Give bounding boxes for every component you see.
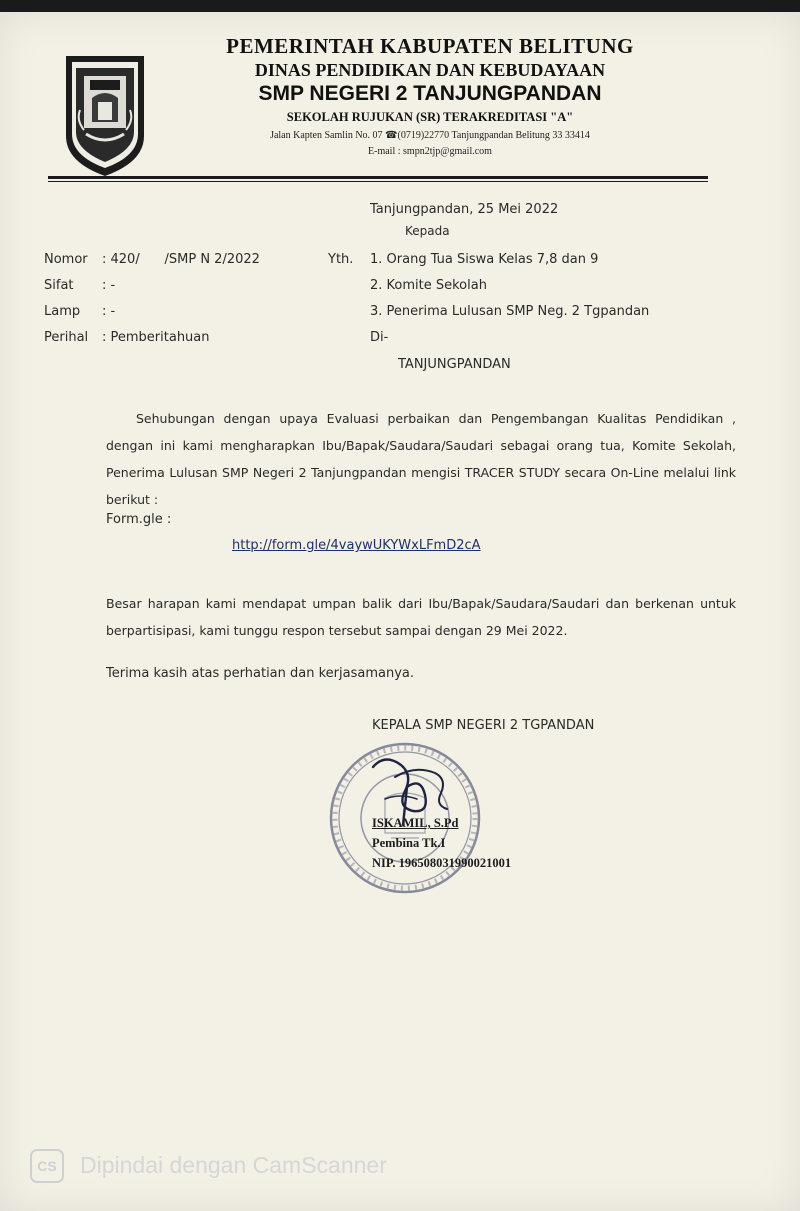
signature-title: KEPALA SMP NEGERI 2 TGPANDAN — [372, 718, 595, 733]
camscanner-watermark: Dipindai dengan CamScanner — [80, 1152, 387, 1178]
di-label: Di- — [370, 330, 389, 345]
nomor-value: : 420/ /SMP N 2/2022 — [102, 252, 260, 267]
sifat-label: Sifat — [44, 278, 74, 293]
kepada-label: Kepada — [405, 224, 450, 238]
closing-line: Terima kasih atas perhatian dan kerjasamanya. — [106, 666, 415, 681]
camscanner-logo-icon: CS — [30, 1149, 64, 1183]
header-rule-thin — [48, 181, 708, 182]
signatory-nip: NIP. 196508031990021001 — [372, 856, 512, 870]
letterhead-agency: DINAS PENDIDIKAN DAN KEBUDAYAAN — [254, 60, 606, 80]
header-rule — [48, 176, 708, 179]
signatory-rank: Pembina Tk.I — [372, 836, 446, 850]
perihal-value: : Pemberitahuan — [102, 330, 210, 345]
recipient-item: 2. Komite Sekolah — [370, 278, 487, 293]
tracer-study-link[interactable]: http://form.gle/4vaywUKYWxLFmD2cA — [232, 538, 481, 553]
nomor-label: Nomor — [44, 252, 88, 267]
body-paragraph-1: Sehubungan dengan upaya Evaluasi perbaikan dan Pengembangan Kualitas Pendidikan , dengan ini kami mengharapkan Ibu/Bapak/Saudara/Saudari sebagai orang tua, Komite Sekolah, Penerima Lulusan SMP Negeri 2 Tanjungpandan mengisi TRACER STUDY secara On-Line melalui link berikut : — [106, 411, 736, 507]
letterhead-email: E-mail : smpn2tjp@gmail.com — [368, 146, 492, 157]
place-date: Tanjungpandan, 25 Mei 2022 — [370, 202, 559, 217]
signatory-name: ISKAMIL, S.Pd — [372, 816, 459, 830]
lamp-label: Lamp — [44, 304, 81, 319]
body-paragraph-2: Besar harapan kami mendapat umpan balik dari Ibu/Bapak/Saudara/Saudari dan berkenan untuk berpartisipasi, kami tunggu respon tersebut sampai dengan 29 Mei 2022. — [106, 596, 736, 638]
sifat-value: : - — [102, 278, 116, 293]
letterhead-government: PEMERINTAH KABUPATEN BELITUNG — [226, 34, 634, 58]
letterhead-accreditation: SEKOLAH RUJUKAN (SR) TERAKREDITASI "A" — [286, 110, 574, 124]
letterhead-address: Jalan Kapten Samlin No. 07 ☎(0719)22770 Tanjungpandan Belitung 33 33414 — [270, 130, 590, 141]
regency-crest-icon — [62, 50, 148, 180]
recipient-item: 1. Orang Tua Siswa Kelas 7,8 dan 9 — [370, 252, 599, 267]
recipient-item: 3. Penerima Lulusan SMP Neg. 2 Tgpandan — [370, 304, 650, 319]
perihal-label: Perihal — [44, 330, 89, 345]
form-label: Form.gle : — [106, 512, 172, 527]
recipient-city: TANJUNGPANDAN — [398, 357, 511, 372]
letterhead-school: SMP NEGERI 2 TANJUNGPANDAN — [258, 82, 602, 105]
letter-page — [0, 12, 800, 1211]
yth-label: Yth. — [328, 252, 354, 267]
lamp-value: : - — [102, 304, 116, 319]
